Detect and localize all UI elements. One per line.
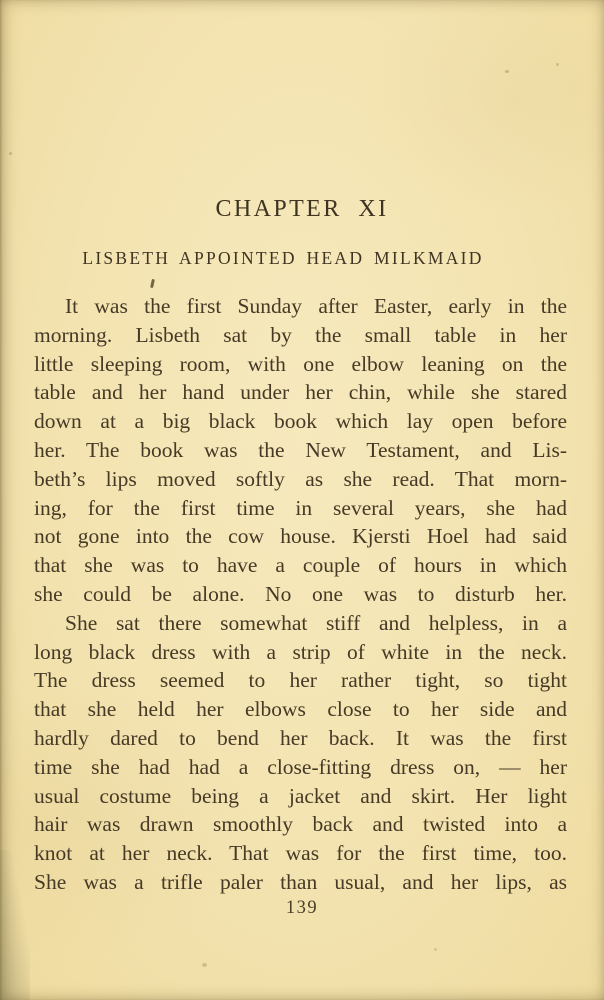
body-line: that she was to have a couple of hours in which (34, 553, 567, 578)
body-line: She sat there somewhat stiff and helpless, in a (65, 610, 567, 635)
body-line: time she had had a close-fitting dress on, — her (34, 754, 567, 779)
chapter-subtitle: LISBETH APPOINTED HEAD MILKMAID (82, 248, 484, 268)
body-line: down at a big black book which lay open before (34, 409, 567, 434)
chapter-heading: CHAPTER XI (215, 196, 389, 222)
body-line: long black dress with a strip of white in the neck. (34, 639, 567, 664)
stray-ink-mark (150, 279, 155, 288)
body-line: beth’s lips moved softly as she read. That morn- (34, 466, 567, 491)
body-line: The dress seemed to her rather tight, so tight (34, 668, 567, 693)
paper-speck (9, 152, 12, 155)
body-line: It was the first Sunday after Easter, early in the (65, 294, 567, 318)
body-line: hardly dared to bend her back. It was the first (34, 725, 567, 750)
paper-speck (202, 963, 207, 967)
body-line: knot at her neck. That was for the first time, too. (34, 841, 567, 866)
body-line: usual costume being a jacket and skirt. Her light (34, 783, 567, 808)
body-line: she could be alone. No one was to disturb her. (34, 581, 567, 606)
paper-speck (556, 63, 559, 66)
body-line: She was a trifle paler than usual, and her lips, as (34, 869, 567, 894)
body-line: that she held her elbows close to her side and (34, 697, 567, 722)
body-line: morning. Lisbeth sat by the small table in her (34, 322, 567, 347)
body-line: hair was drawn smoothly back and twisted into a (34, 812, 567, 837)
body-line: her. The book was the New Testament, and Lis- (34, 437, 567, 462)
paper-speck (434, 948, 437, 951)
page-number: 139 (285, 898, 319, 918)
paper-speck (505, 70, 509, 73)
body-line: ing, for the first time in several years, she had (34, 495, 567, 520)
body-line: little sleeping room, with one elbow leaning on the (34, 351, 567, 376)
body-line: not gone into the cow house. Kjersti Hoel had said (34, 524, 567, 549)
body-text (34, 292, 567, 897)
body-line: table and her hand under her chin, while she stared (34, 380, 567, 405)
